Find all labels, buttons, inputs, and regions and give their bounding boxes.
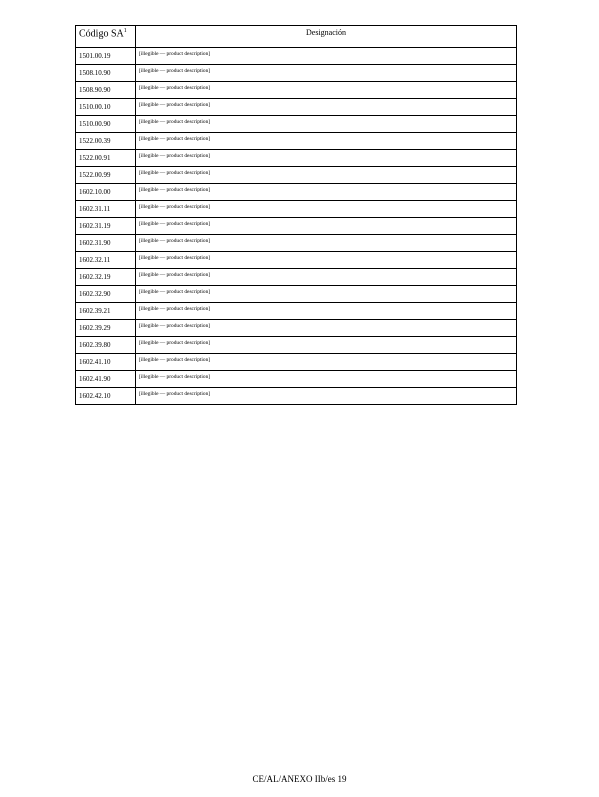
designation-cell: [illegible — product description]: [136, 184, 517, 201]
hs-code-cell: 1602.31.19: [76, 218, 136, 235]
hs-code-cell: 1602.39.29: [76, 320, 136, 337]
hs-code-cell: 1602.39.21: [76, 303, 136, 320]
hs-code-cell: 1602.32.11: [76, 252, 136, 269]
hs-code-cell: 1602.41.10: [76, 354, 136, 371]
hs-code-cell: 1522.00.39: [76, 133, 136, 150]
table-row: [76, 184, 517, 201]
page-footer-reference: CE/AL/ANEXO IIb/es 19: [252, 774, 347, 784]
designation-cell: [illegible — product description]: [136, 201, 517, 218]
table-row: [76, 371, 517, 388]
designation-cell: [illegible — product description]: [136, 337, 517, 354]
designation-cell: [illegible — product description]: [136, 303, 517, 320]
hs-code-cell: 1522.00.91: [76, 150, 136, 167]
table-row: [76, 354, 517, 371]
hs-code-cell: 1522.00.99: [76, 167, 136, 184]
table-row: [76, 286, 517, 303]
hs-code-cell: 1602.10.00: [76, 184, 136, 201]
table-header-row: [76, 26, 517, 48]
code-column-header: [76, 26, 136, 48]
hs-code-cell: 1602.32.90: [76, 286, 136, 303]
table-row: [76, 269, 517, 286]
table-row: [76, 150, 517, 167]
table-row: [76, 99, 517, 116]
designation-cell: [illegible — product description]: [136, 320, 517, 337]
table-row: [76, 65, 517, 82]
hs-code-cell: 1602.41.90: [76, 371, 136, 388]
designation-cell: [illegible — product description]: [136, 286, 517, 303]
designation-cell: [illegible — product description]: [136, 354, 517, 371]
table-row: [76, 235, 517, 252]
table-row: [76, 303, 517, 320]
table-row: [76, 320, 517, 337]
designation-cell: [illegible — product description]: [136, 167, 517, 184]
code-header-label: Código SA: [79, 28, 124, 40]
hs-code-cell: 1510.00.10: [76, 99, 136, 116]
table-row: [76, 252, 517, 269]
designation-cell: [illegible — product description]: [136, 48, 517, 65]
table-row: [76, 218, 517, 235]
hs-code-cell: 1602.31.11: [76, 201, 136, 218]
designation-cell: [illegible — product description]: [136, 269, 517, 286]
hs-code-cell: 1602.39.80: [76, 337, 136, 354]
designation-cell: [illegible — product description]: [136, 371, 517, 388]
hs-code-table: [75, 25, 517, 405]
designation-cell: [illegible — product description]: [136, 133, 517, 150]
designation-cell: [illegible — product description]: [136, 65, 517, 82]
hs-code-cell: 1602.32.19: [76, 269, 136, 286]
hs-code-cell: 1501.00.19: [76, 48, 136, 65]
table-row: [76, 82, 517, 99]
table-row: [76, 48, 517, 65]
designation-cell: [illegible — product description]: [136, 388, 517, 405]
table-row: [76, 167, 517, 184]
table-row: [76, 201, 517, 218]
designation-cell: [illegible — product description]: [136, 82, 517, 99]
table-row: [76, 337, 517, 354]
designation-cell: [illegible — product description]: [136, 252, 517, 269]
table-row: [76, 133, 517, 150]
designation-cell: [illegible — product description]: [136, 150, 517, 167]
table-row: [76, 116, 517, 133]
hs-code-cell: 1602.42.10: [76, 388, 136, 405]
hs-code-cell: 1508.10.90: [76, 65, 136, 82]
designation-cell: [illegible — product description]: [136, 235, 517, 252]
hs-code-cell: 1602.31.90: [76, 235, 136, 252]
hs-code-cell: 1510.00.90: [76, 116, 136, 133]
designation-cell: [illegible — product description]: [136, 99, 517, 116]
hs-code-cell: 1508.90.90: [76, 82, 136, 99]
designation-cell: [illegible — product description]: [136, 116, 517, 133]
table-row: [76, 388, 517, 405]
footnote-marker: 1: [123, 28, 127, 34]
designation-column-header: Designación: [136, 26, 517, 48]
designation-cell: [illegible — product description]: [136, 218, 517, 235]
